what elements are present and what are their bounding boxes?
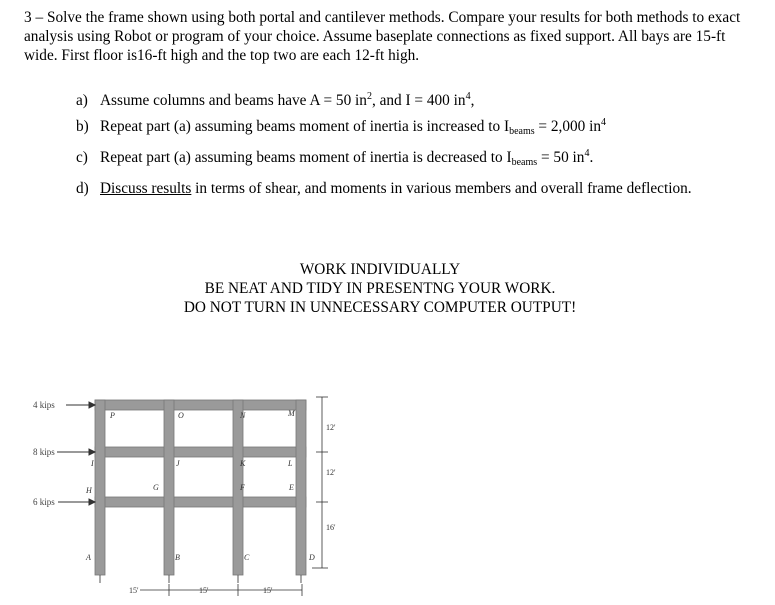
joint-label: O	[178, 411, 184, 420]
notice-line-1: WORK INDIVIDUALLY	[299, 261, 461, 278]
third-floor-beam	[95, 447, 306, 457]
joint-label: D	[309, 553, 315, 562]
column-line-2	[164, 400, 174, 575]
joint-label: G	[153, 483, 159, 492]
part-c-text-end: .	[589, 149, 594, 166]
notice-line-3: DO NOT TURN IN UNNECESSARY COMPUTER OUTPUT!	[183, 299, 577, 316]
load-label-roof: 4 kips	[33, 400, 55, 410]
joint-label: M	[288, 409, 295, 418]
part-a-text-end: ,	[470, 92, 475, 109]
joint-label: K	[240, 459, 246, 468]
frame-members	[95, 400, 306, 575]
part-a-sup-inertia: 4	[465, 91, 471, 102]
notice-line-2: BE NEAT AND TIDY IN PRESENTNG YOUR WORK.	[204, 280, 556, 297]
dim-width-bay-3: 15'	[263, 586, 273, 595]
part-a-text-mid: , and I = 400 in	[371, 92, 466, 109]
part-b-label: b)	[76, 118, 89, 135]
part-c-text-mid: = 50 in	[537, 149, 585, 166]
column-line-4	[296, 400, 306, 575]
dim-height-middle: 12'	[326, 468, 336, 477]
part-b-text-mid: = 2,000 in	[534, 118, 602, 135]
part-d-underlined-text: Discuss results	[100, 180, 192, 197]
width-dimension	[140, 584, 302, 596]
load-label-second: 6 kips	[33, 497, 55, 507]
joint-labels	[85, 409, 315, 562]
part-d-text: in terms of shear, and moments in various members and overall frame deflection.	[191, 180, 692, 197]
width-dimension-labels	[129, 586, 273, 595]
height-dimension-labels	[326, 423, 336, 532]
problem-statement: 3 – Solve the frame shown using both portal and cantilever methods. Compare your results for both methods to exact analysis using Robot or program of your choice. Assume baseplate connections as fixed support. All bays are 15-ft wide. First floor is16-ft high and the top two are each 12-ft high.	[24, 9, 741, 64]
joint-label: L	[288, 459, 293, 468]
part-c-subscript: beams	[511, 157, 538, 168]
joint-label: E	[289, 483, 294, 492]
dim-width-bay-2: 15'	[199, 586, 209, 595]
joint-label: P	[110, 411, 115, 420]
part-b-text: Repeat part (a) assuming beams moment of inertia is increased to I	[100, 118, 510, 135]
joint-label: N	[240, 411, 246, 420]
joint-label: F	[240, 483, 245, 492]
joint-label: C	[244, 553, 250, 562]
part-a-text: Assume columns and beams have A = 50 in	[100, 92, 367, 109]
joint-label: J	[176, 459, 180, 468]
fixed-supports	[100, 575, 301, 583]
part-c-sup: 4	[584, 148, 590, 159]
joint-label: H	[86, 486, 92, 495]
load-label-third: 8 kips	[33, 447, 55, 457]
joint-label: B	[175, 553, 180, 562]
load-labels	[33, 400, 55, 507]
joint-label: I	[91, 459, 94, 468]
part-a-label: a)	[76, 92, 88, 109]
column-line-1	[95, 400, 105, 575]
joint-label: A	[86, 553, 91, 562]
part-c-text: Repeat part (a) assuming beams moment of inertia is decreased to I	[100, 149, 512, 166]
dim-height-top: 12'	[326, 423, 336, 432]
part-b-subscript: beams	[509, 126, 535, 137]
roof-beam	[95, 400, 306, 410]
part-d-label: d)	[76, 180, 89, 197]
part-a-sup-area: 2	[366, 91, 372, 102]
dim-width-bay-1: 15'	[129, 586, 139, 595]
dim-height-bottom: 16'	[326, 523, 336, 532]
part-b-sup: 4	[601, 117, 607, 128]
second-floor-beam	[95, 497, 306, 507]
part-c-label: c)	[76, 149, 88, 166]
